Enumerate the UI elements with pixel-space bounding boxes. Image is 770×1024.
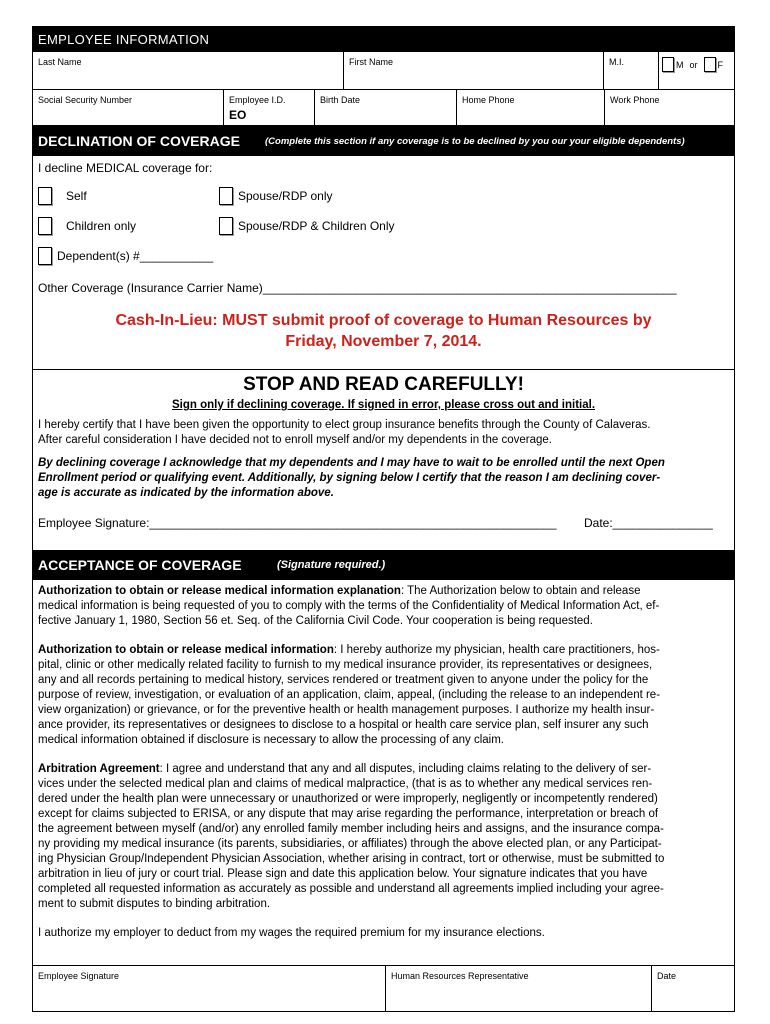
acceptance-title: ACCEPTANCE OF COVERAGE xyxy=(38,557,242,573)
declining-acknowledgement xyxy=(38,456,724,501)
other-coverage-field[interactable]: Other Coverage (Insurance Carrier Name)______________________________________________________________ xyxy=(38,281,677,295)
auth-release-l6: ance provider, its representatives or designees to disclose to a hospital or health care service plan, self insurer any such xyxy=(38,719,649,731)
auth-release-heading: Authorization to obtain or release medical information xyxy=(38,644,334,656)
self-checkbox[interactable] xyxy=(38,187,52,205)
cash-in-lieu-notice xyxy=(33,310,734,352)
gender-or-label: or xyxy=(689,59,698,70)
auth-release-paragraph xyxy=(38,643,724,748)
home-phone-field[interactable] xyxy=(457,90,605,125)
gender-m-label: M xyxy=(676,59,684,70)
decline-intro: I decline MEDICAL coverage for: xyxy=(38,161,213,175)
auth-release-l7: medical information obtained if disclosure is necessary to allow the processing of any claim. xyxy=(38,734,504,746)
gender-f-checkbox[interactable] xyxy=(704,57,716,72)
employee-signature-field[interactable] xyxy=(33,966,386,1011)
auth-explanation-l3: fective January 1, 1980, Section 56 et. Seq. of the California Civil Code. Your cooperation is being requested. xyxy=(38,615,593,627)
footer-date-field[interactable] xyxy=(652,966,734,1011)
work-phone-label: Work Phone xyxy=(610,95,660,105)
arbitration-l10: ment to submit disputes to binding arbitration. xyxy=(38,898,271,910)
id-row xyxy=(33,90,734,126)
birth-date-label: Birth Date xyxy=(320,95,361,105)
option-spouse[interactable] xyxy=(219,187,333,205)
auth-explanation-heading: Authorization to obtain or release medical information explanation xyxy=(38,585,401,597)
name-row xyxy=(33,52,734,90)
self-label: Self xyxy=(66,189,87,203)
arbitration-l5: the agreement between myself (and/or) any enrolled family member including heirs and assigns, and the insurance compa- xyxy=(38,823,664,835)
payroll-deduction-paragraph xyxy=(38,926,724,941)
hr-rep-field[interactable] xyxy=(386,966,652,1011)
work-phone-field[interactable] xyxy=(605,90,734,125)
gender-f-label: F xyxy=(717,59,724,70)
first-name-field[interactable] xyxy=(344,52,604,89)
ssn-label: Social Security Number xyxy=(38,95,133,105)
option-self[interactable] xyxy=(38,187,87,205)
footer-signature-row xyxy=(33,965,734,1011)
auth-explanation-paragraph xyxy=(38,584,724,629)
auth-explanation-l2: medical information is being requested of you to comply with the terms of the Confidentiality of Medical Information Act, ef- xyxy=(38,600,660,612)
ack-line3: age is accurate as indicated by the information above. xyxy=(38,487,334,499)
employee-info-title: EMPLOYEE INFORMATION xyxy=(38,32,210,47)
footer-date-label: Date xyxy=(657,971,677,981)
arbitration-heading: Arbitration Agreement xyxy=(38,763,160,775)
children-label: Children only xyxy=(66,219,137,233)
dependents-checkbox[interactable] xyxy=(38,247,52,265)
children-checkbox[interactable] xyxy=(38,217,52,235)
auth-explanation-l1: : The Authorization below to obtain and release xyxy=(400,585,641,597)
auth-release-l2: pital, clinic or other medically related facility to furnish to my medical insurance provider, its representatives or designees, xyxy=(38,659,653,671)
employee-id-value: EO xyxy=(229,108,247,122)
enrollment-form xyxy=(32,26,735,1012)
acceptance-header xyxy=(33,550,734,580)
employee-id-label: Employee I.D. xyxy=(229,95,286,105)
dependents-label: Dependent(s) #___________ xyxy=(57,249,214,263)
certify-line2: After careful consideration I have decided not to enroll myself and/or my dependents in the coverage. xyxy=(38,434,552,446)
ssn-field[interactable] xyxy=(33,90,224,125)
ack-line1: By declining coverage I acknowledge that my dependents and I may have to wait to be enrolled until the next Open xyxy=(38,457,665,469)
payroll-deduction-text: I authorize my employer to deduct from my wages the required premium for my insurance elections. xyxy=(38,927,545,939)
employee-id-field[interactable] xyxy=(224,90,315,125)
stop-subtitle: Sign only if declining coverage. If signed in error, please cross out and initial. xyxy=(171,399,596,411)
gender-m-checkbox[interactable] xyxy=(662,57,674,72)
arbitration-l8: arbitration in lieu of jury or court trial. Please sign and date this application below. Your signature indicates that you have xyxy=(38,868,648,880)
home-phone-label: Home Phone xyxy=(462,95,515,105)
employee-info-header xyxy=(33,27,734,52)
section-divider xyxy=(33,369,734,370)
mi-field[interactable] xyxy=(604,52,659,89)
option-dependents[interactable] xyxy=(38,247,213,265)
cash-in-lieu-line2: Friday, November 7, 2014. xyxy=(285,333,482,350)
cash-in-lieu-line1: Cash-In-Lieu: MUST submit proof of coverage to Human Resources by xyxy=(115,312,652,329)
spouse-children-checkbox[interactable] xyxy=(219,217,233,235)
decline-date-field[interactable]: Date:_______________ xyxy=(584,516,713,530)
gender-field xyxy=(659,52,734,89)
stop-title: STOP AND READ CAREFULLY! xyxy=(243,374,524,395)
option-children[interactable] xyxy=(38,217,136,235)
spouse-children-label: Spouse/RDP & Children Only xyxy=(238,219,395,233)
arbitration-l4: except for claims subjected to ERISA, or any dispute that may arise regarding the performance, interpretation or breach of xyxy=(38,808,659,820)
declination-title: DECLINATION OF COVERAGE xyxy=(38,133,240,149)
acceptance-note: (Signature required.) xyxy=(277,559,386,571)
employee-signature-label: Employee Signature xyxy=(38,971,120,981)
auth-release-l5: view organization) or grievance, or for the preventive health or health management purposes. I authorize my health insur- xyxy=(38,704,655,716)
auth-release-l1: : I hereby authorize my physician, health care practitioners, hos- xyxy=(333,644,660,656)
ack-line2: Enrollment period or qualifying event. Additionally, by signing below I certify that the reason I am declining cover- xyxy=(38,472,661,484)
arbitration-l7: ing Physician Group/Independent Physician Association, whether arising in contract, tort or otherwise, must be submitted to xyxy=(38,853,665,865)
spouse-checkbox[interactable] xyxy=(219,187,233,205)
decline-signature-field[interactable]: Employee Signature:_____________________________________________________________ xyxy=(38,516,557,530)
last-name-field[interactable] xyxy=(33,52,344,89)
certify-paragraph xyxy=(38,418,724,448)
spouse-label: Spouse/RDP only xyxy=(238,189,333,203)
declination-note: (Complete this section if any coverage is to be declined by you our your eligible dependents) xyxy=(265,136,685,147)
option-spouse-children[interactable] xyxy=(219,217,395,235)
arbitration-l2: vices under the selected medical plan and claims of medical malpractice, (that is as to whether any medical services ren- xyxy=(38,778,653,790)
arbitration-l6: ny providing my medical insurance (its parents, subsidiaries, or affiliates) through the above elected plan, or any Participat- xyxy=(38,838,662,850)
auth-release-l3: any and all records pertaining to medical history, services rendered or treatment given to anyone under the policy for the xyxy=(38,674,649,686)
arbitration-l3: dered under the health plan were unnecessary or unauthorized or were improperly, negligently or incompetently rendered) xyxy=(38,793,658,805)
last-name-label: Last Name xyxy=(38,57,82,67)
hr-rep-label: Human Resources Representative xyxy=(391,971,529,981)
arbitration-paragraph xyxy=(38,762,724,912)
mi-label: M.I. xyxy=(609,57,624,67)
birth-date-field[interactable] xyxy=(315,90,457,125)
certify-line1: I hereby certify that I have been given the opportunity to elect group insurance benefits through the County of Calaveras. xyxy=(38,419,651,431)
declination-header xyxy=(33,126,734,156)
arbitration-l9: completed all requested information as accurately as possible and understand all agreements implied including your agree- xyxy=(38,883,664,895)
arbitration-l1: : I agree and understand that any and all disputes, including claims relating to the delivery of ser- xyxy=(159,763,652,775)
auth-release-l4: purpose of review, investigation, or evaluation of an application, claim, appeal, (including the release to an independent re- xyxy=(38,689,661,701)
first-name-label: First Name xyxy=(349,57,394,67)
